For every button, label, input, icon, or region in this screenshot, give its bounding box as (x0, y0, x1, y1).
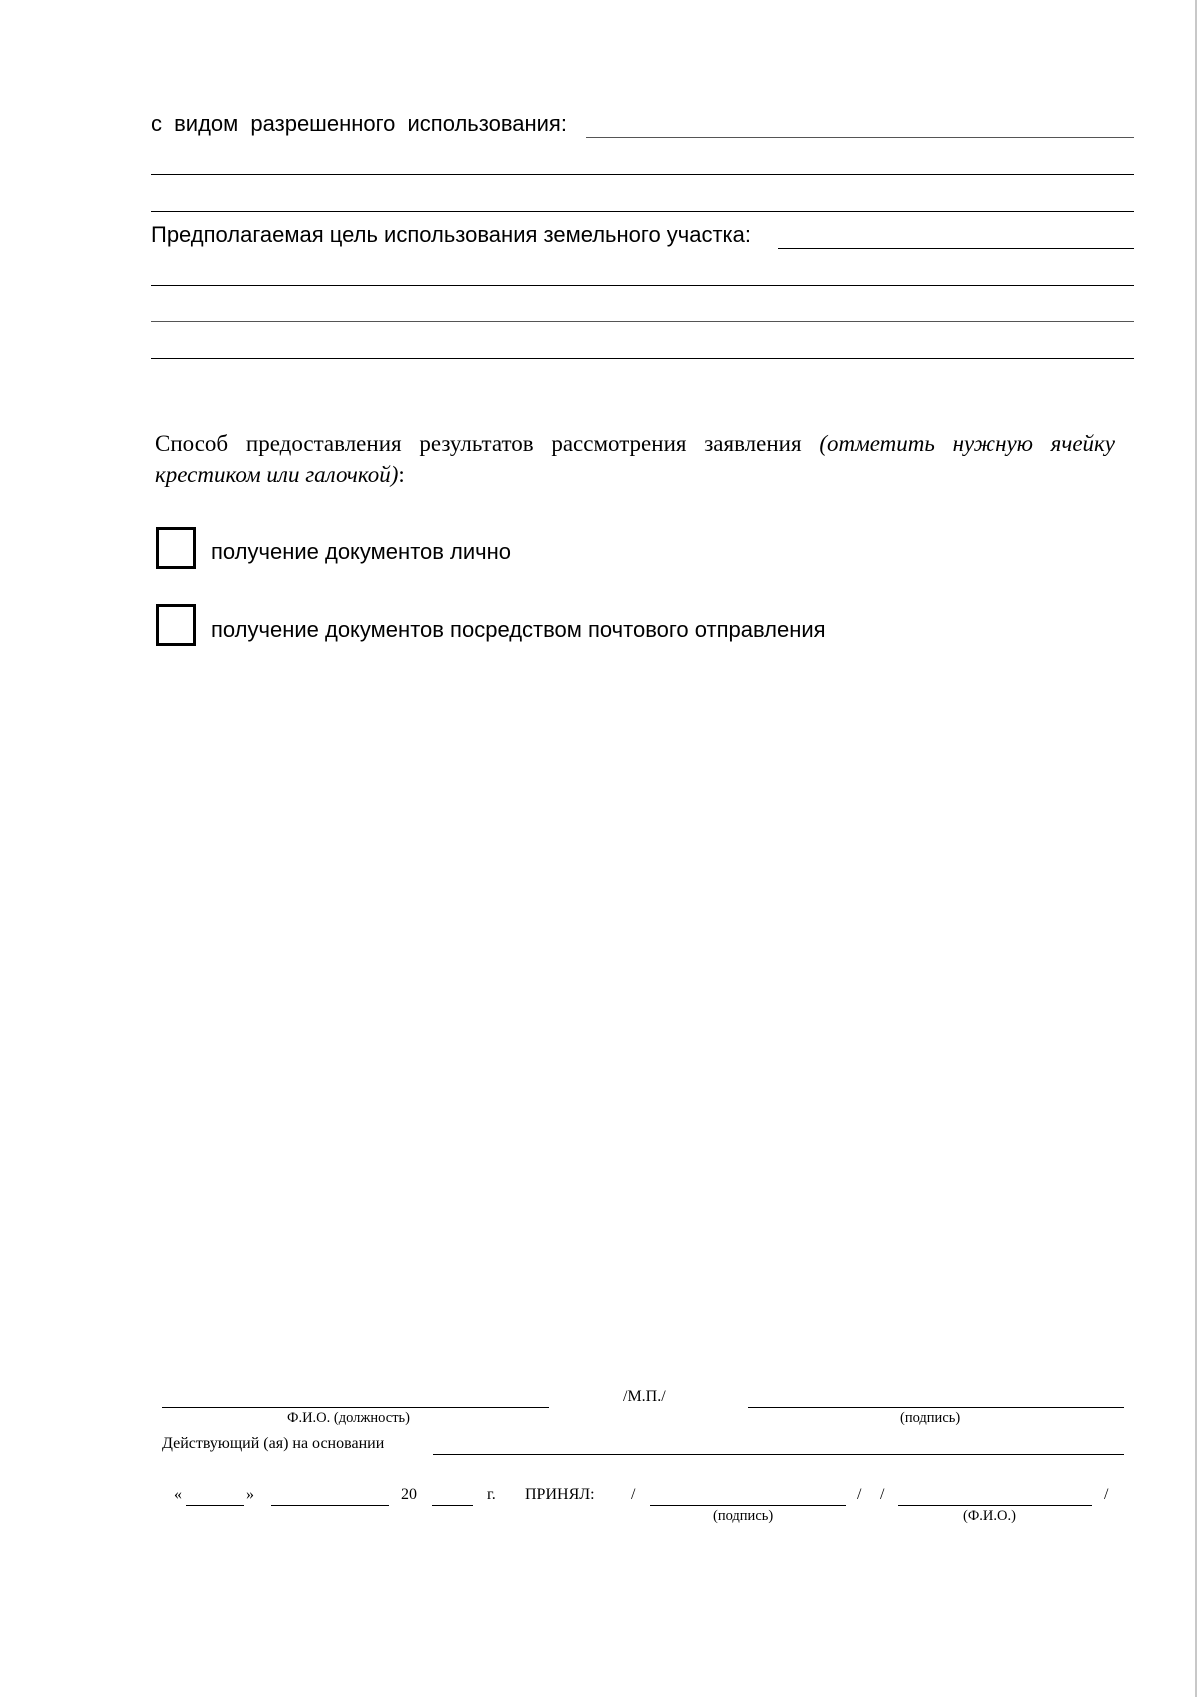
usage-input-line[interactable] (586, 137, 1134, 138)
day-line[interactable] (186, 1505, 244, 1506)
page-edge (1195, 0, 1197, 1697)
delivery-colon: : (398, 462, 405, 487)
option-personal-checkbox[interactable] (156, 527, 196, 569)
signature-line[interactable] (748, 1407, 1124, 1408)
accepted-signature-caption: (подпись) (713, 1508, 774, 1524)
fio-caption: Ф.И.О. (должность) (287, 1410, 411, 1426)
usage-line-2[interactable] (151, 174, 1134, 175)
slash-3: / (880, 1486, 885, 1503)
basis-line[interactable] (433, 1454, 1124, 1455)
stamp-label: /М.П./ (623, 1388, 666, 1405)
purpose-line-3[interactable] (151, 321, 1134, 322)
accepted-fio-caption: (Ф.И.О.) (963, 1508, 1016, 1524)
accepted-label: ПРИНЯЛ: (525, 1486, 595, 1503)
purpose-line-4[interactable] (151, 358, 1134, 359)
option-mail-checkbox[interactable] (156, 604, 196, 646)
usage-line-3[interactable] (151, 211, 1134, 212)
accepted-signature-line[interactable] (650, 1505, 846, 1506)
year-line[interactable] (432, 1505, 473, 1506)
day-quote-close: » (246, 1486, 254, 1503)
slash-1: / (631, 1486, 636, 1503)
year-prefix: 20 (401, 1486, 417, 1503)
delivery-hint: (отметить нужную ячейку крестиком или галочкой) (155, 431, 1116, 487)
purpose-label: Предполагаемая цель использования земельного участка: (151, 222, 752, 247)
accepted-fio-line[interactable] (898, 1505, 1092, 1506)
purpose-input-line[interactable] (778, 248, 1134, 249)
delivery-intro (155, 428, 1115, 490)
usage-label: с видом разрешенного использования: (151, 111, 567, 136)
signature-caption: (подпись) (900, 1410, 961, 1426)
purpose-line-2[interactable] (151, 285, 1134, 286)
option-personal-label: получение документов лично (211, 539, 512, 564)
slash-2: / (857, 1486, 862, 1503)
basis-label: Действующий (ая) на основании (162, 1435, 385, 1452)
month-line[interactable] (271, 1505, 389, 1506)
delivery-intro-text: Способ предоставления результатов рассмотрения заявления (155, 431, 802, 456)
slash-4: / (1104, 1486, 1109, 1503)
day-quote-open: « (174, 1486, 182, 1503)
year-suffix: г. (487, 1486, 496, 1503)
fio-line[interactable] (162, 1407, 549, 1408)
option-mail-label: получение документов посредством почтового отправления (211, 617, 826, 642)
